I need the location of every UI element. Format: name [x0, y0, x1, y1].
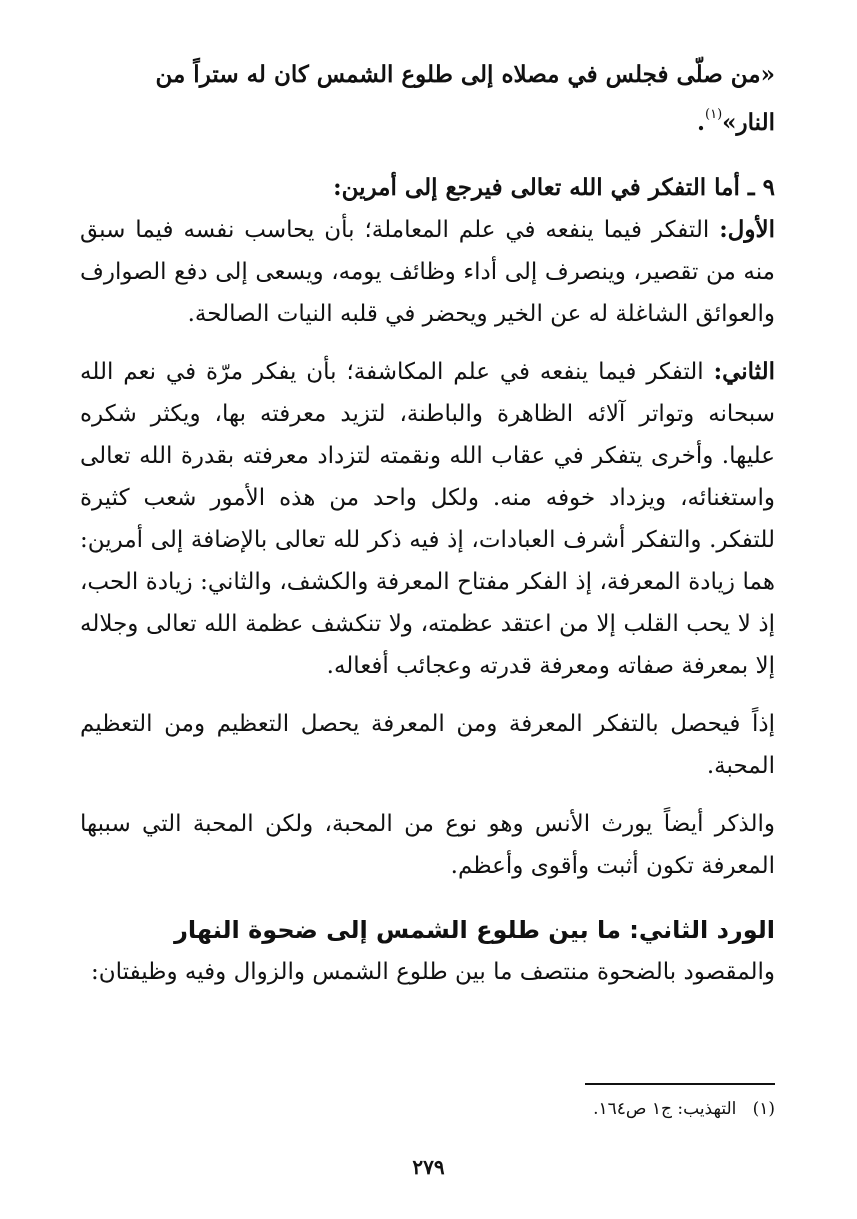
footnote-divider [585, 1083, 775, 1085]
page-body [80, 55, 775, 993]
footnote-marker: (١) [752, 1099, 775, 1119]
footnote [593, 1097, 775, 1121]
first-label: الأول: [719, 216, 776, 243]
section-heading: الورد الثاني: ما بين طلوع الشمس إلى ضحوة النهار [174, 916, 775, 944]
paragraph-knowledge: إذاً فيحصل بالتفكر المعرفة ومن المعرفة يحصل التعظيم ومن التعظيم المحبة. [80, 711, 775, 779]
second-text: التفكر فيما ينفعه في علم المكاشفة؛ بأن يفكر مرّة في نعم الله سبحانه وتواتر آلائه الظاهرة والباطنة، لتزيد معرفته بها، ويكثر شكره عليها. وأخرى يتفكر في عقاب الله ونقمته لتزداد معرفته بقدرة الله تعالى واستغنائه، ويزداد خوفه منه. ولكل واحد من هذه الأمور شعب كثيرة للتفكر. والتفكر أشرف العبادات، إذ فيه ذكر لله تعالى بالإضافة إلى أمرين: هما زيادة المعرفة، إذ الفكر مفتاح المعرفة والكشف، والثاني: زيادة الحب، إذ لا يحب القلب إلا من اعتقد عظمته، ولا تنكشف عظمة الله تعالى وجلاله إلا بمعرفة صفاته ومعرفة قدرته وعجائب أفعاله. [80, 359, 775, 679]
footnote-text: التهذيب: ج١ ص١٦٤. [593, 1099, 737, 1119]
paragraph-remembrance: والذكر أيضاً يورث الأنس وهو نوع من المحبة، ولكن المحبة التي سببها المعرفة تكون أثبت وأقوى وأعظم. [80, 811, 775, 879]
footnote-reference[interactable]: (١) [705, 107, 723, 122]
quote-end: . [697, 109, 706, 136]
hadith-quote [80, 55, 775, 143]
item-9-heading: ٩ ـ أما التفكر في الله تعالى فيرجع إلى أمرين: [333, 174, 775, 201]
section-paragraph: والمقصود بالضحوة منتصف ما بين طلوع الشمس والزوال وفيه وظيفتان: [91, 959, 775, 985]
first-paragraph [80, 209, 775, 335]
second-label: الثاني: [713, 358, 776, 385]
second-paragraph [80, 351, 775, 687]
page-number: ٢٧٩ [412, 1155, 445, 1179]
first-text: التفكر فيما ينفعه في علم المعاملة؛ بأن يحاسب نفسه فيما سبق منه من تقصير، وينصرف إلى أداء وظائف يومه، ويسعى إلى دفع الصوارف والعوائق الشاغلة له عن الخير ويحضر في قلبه النيات الصالحة. [80, 217, 775, 327]
quote-text: «من صلّى فجلس في مصلاه إلى طلوع الشمس كان له ستراً من النار» [155, 61, 775, 136]
